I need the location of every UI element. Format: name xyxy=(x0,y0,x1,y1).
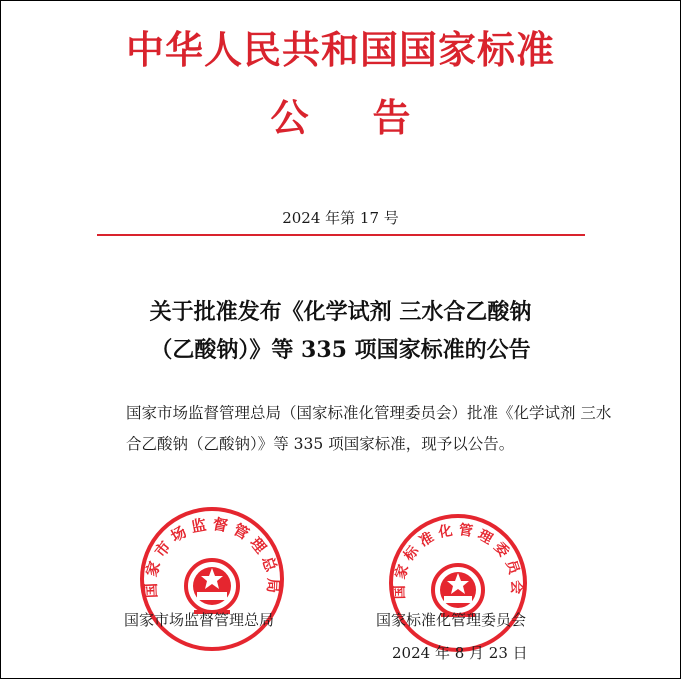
notice-title-line-1: 关于批准发布《化学试剂 三水合乙酸钠 xyxy=(149,299,532,325)
notice-title xyxy=(1,293,680,369)
seal-emblem-right xyxy=(388,513,528,653)
header-subtitle: 公告 xyxy=(270,95,475,140)
official-seal-right xyxy=(388,513,528,653)
seal-left-arc-text: 国家市场监督管理总局 xyxy=(141,514,283,599)
national-emblem-icon xyxy=(186,560,238,614)
header-title: 中华人民共和国国家标准 xyxy=(125,27,555,72)
official-seal-left xyxy=(139,506,285,652)
document-number: 2024 年第 17 号 xyxy=(282,209,399,227)
seal-right-arc-text: 国家标准化管理委员会 xyxy=(391,522,525,600)
signature-right: 国家标准化管理委员会 xyxy=(376,611,527,629)
signature-date: 2024 年 8 月 23 日 xyxy=(392,644,528,662)
notice-body: 国家市场监督管理总局（国家标准化管理委员会）批准《化学试剂 三水合乙酸钠（乙酸钠）》等 335 项国家标准，现予以公告。 xyxy=(126,404,612,453)
notice-title-line-2: （乙酸钠）》等 335 项国家标准的公告 xyxy=(150,337,531,363)
seal-emblem-left xyxy=(139,506,285,652)
red-divider-line xyxy=(97,234,585,236)
signature-left: 国家市场监督管理总局 xyxy=(124,611,275,629)
